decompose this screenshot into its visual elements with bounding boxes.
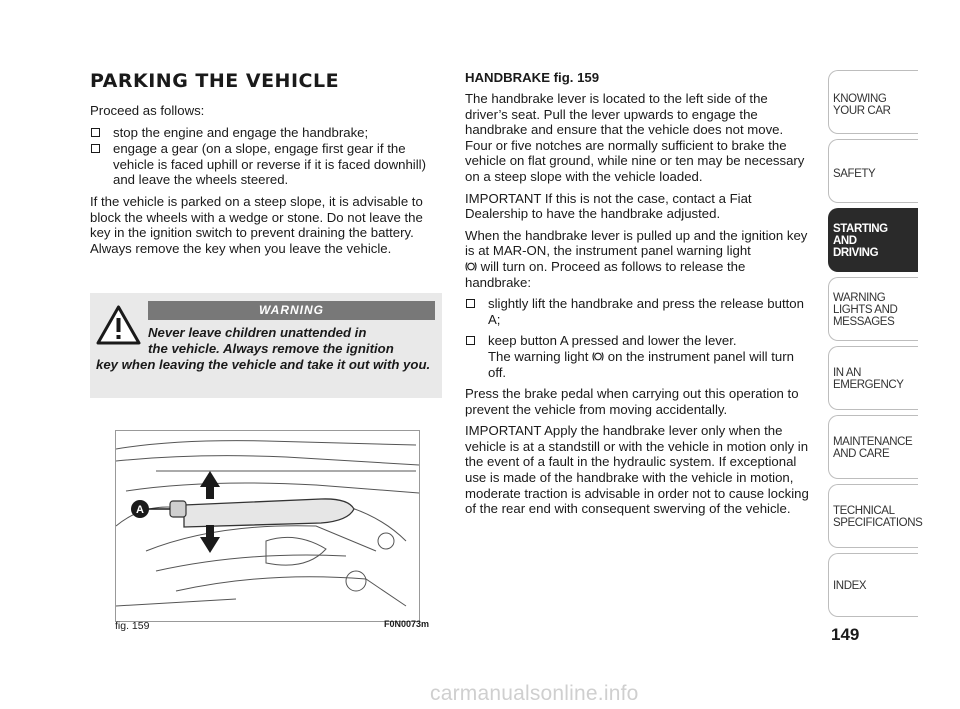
handbrake-figure xyxy=(115,430,420,622)
left-column xyxy=(90,70,442,262)
tab-knowing-your-car[interactable]: KNOWING YOUR CAR xyxy=(828,70,918,134)
handbrake-heading: HANDBRAKE fig. 159 xyxy=(465,70,600,85)
handbrake-para-2: IMPORTANT If this is not the case, contact a Fiat Dealership to have the handbrake adjusted. xyxy=(465,190,752,222)
watermark: carmanualsonline.info xyxy=(430,682,639,705)
parking-steps xyxy=(90,125,442,188)
handbrake-para-3: When the handbrake lever is pulled up and the ignition key is at MAR-ON, the instrument panel warning light will turn on. Proceed as follows to release the handbrake: xyxy=(465,227,808,290)
tab-technical-specifications[interactable]: TECHNICAL SPECIFICATIONS xyxy=(828,484,918,548)
checkbox-bullet-icon xyxy=(91,128,100,137)
figure-code: F0N0073m xyxy=(384,619,430,629)
tab-in-an-emergency[interactable]: IN AN EMERGENCY xyxy=(828,346,918,410)
tab-maintenance-and-care[interactable]: MAINTENANCE AND CARE xyxy=(828,415,918,479)
figure-caption: fig. 159 xyxy=(115,620,150,632)
warning-box xyxy=(90,293,442,398)
brake-warning-lamp-icon xyxy=(465,261,477,272)
checkbox-bullet-icon xyxy=(466,336,475,345)
list-item: engage a gear (on a slope, engage first gear if the vehicle is faced uphill or reverse if it is faced downhill) and leave the wheels steered. xyxy=(90,141,442,188)
tab-index[interactable]: INDEX xyxy=(828,553,918,617)
slope-advice-text: If the vehicle is parked on a steep slope, it is advisable to block the wheels with a wedge or stone. Do not leave the key in the ignition switch to prevent draining the battery. Always remove the key when you leave the vehicle. xyxy=(90,193,423,256)
warning-label: WARNING xyxy=(148,301,435,320)
list-item: keep button A pressed and lower the lever. The warning light on the instrument panel will turn off. xyxy=(465,333,813,380)
list-item: stop the engine and engage the handbrake; xyxy=(90,125,442,141)
tab-safety[interactable]: SAFETY xyxy=(828,139,918,203)
warning-text: Never leave children unattended in the vehicle. Always remove the ignition key when leaving the vehicle and take it out with you. xyxy=(96,325,431,372)
right-column xyxy=(465,70,813,523)
handbrake-para-1: The handbrake lever is located to the left side of the driver’s seat. Pull the lever upwards to engage the handbrake and ensure that the vehicle does not move. Four or five notches are normally sufficient to brake the vehicle on flat ground, while nine or ten may be necessary on a steep slope with the vehicle loaded. xyxy=(465,91,805,184)
checkbox-bullet-icon xyxy=(91,144,100,153)
handbrake-illustration xyxy=(116,431,419,621)
tab-warning-lights-and-messages[interactable]: WARNING LIGHTS AND MESSAGES xyxy=(828,277,918,341)
release-steps xyxy=(465,296,813,380)
checkbox-bullet-icon xyxy=(466,299,475,308)
section-title: PARKING THE VEHICLE xyxy=(90,70,340,92)
label-a: A xyxy=(136,504,144,516)
page-number: 149 xyxy=(831,625,860,644)
tab-starting-and-driving[interactable]: STARTING AND DRIVING xyxy=(828,208,918,272)
intro-text: Proceed as follows: xyxy=(90,103,205,118)
brake-warning-lamp-icon xyxy=(592,351,604,362)
handbrake-para-5: IMPORTANT Apply the handbrake lever only when the vehicle is at a standstill or with the vehicle in motion only in the event of a fault in the hydraulic system. If exceptional use is made of the handbrake with the vehicle in motion, moderate traction is advisable in order not to cause locking of the rear end with consequent swerving of the vehicle. xyxy=(465,423,809,517)
list-item: slightly lift the handbrake and press the release button A; xyxy=(465,296,813,327)
handbrake-para-4: Press the brake pedal when carrying out this operation to prevent the vehicle from moving accidentally. xyxy=(465,386,799,417)
